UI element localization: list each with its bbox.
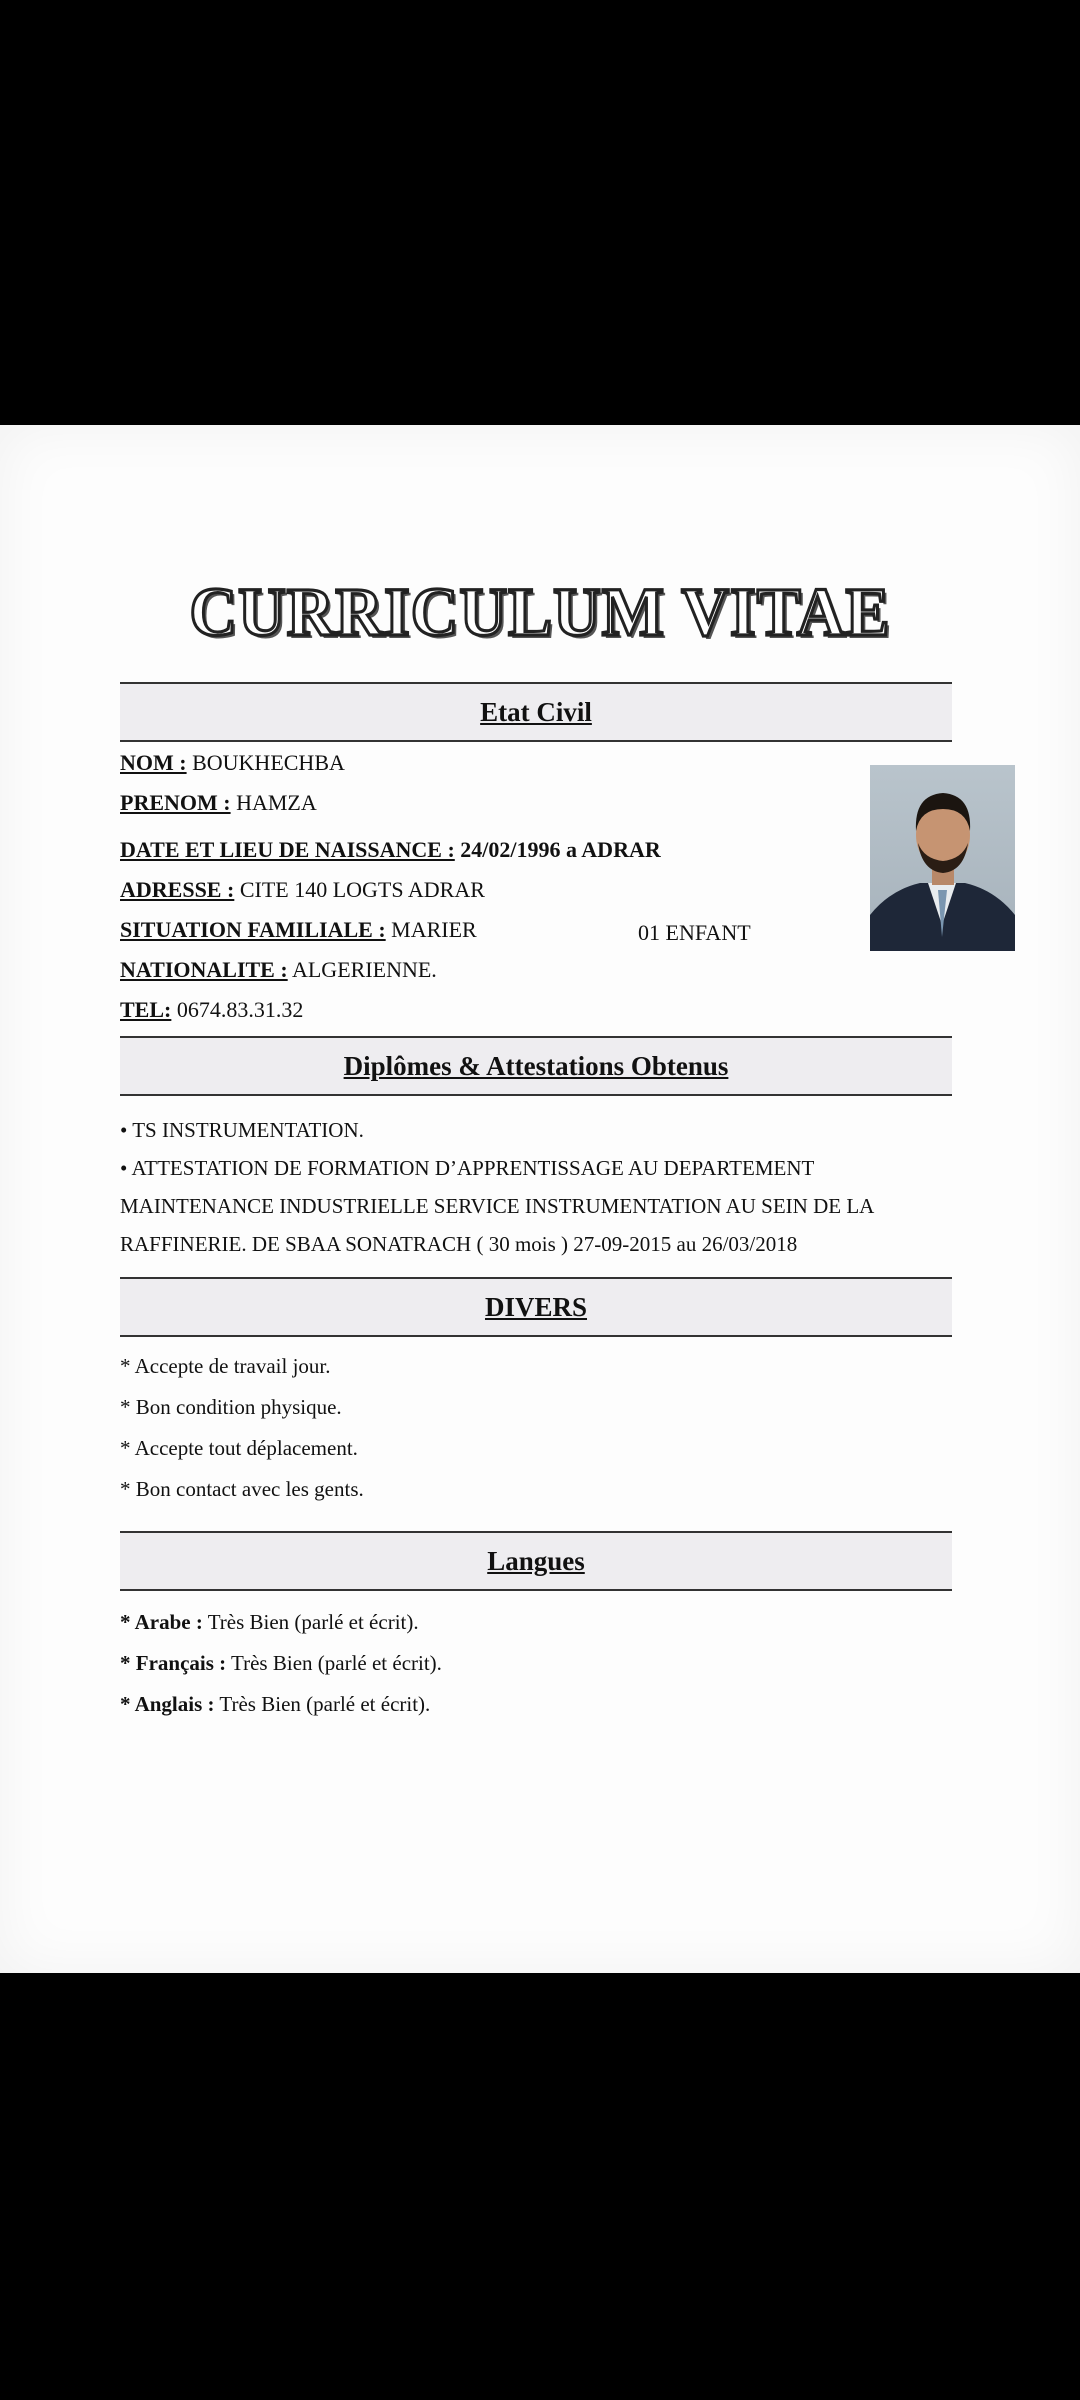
nom-line	[120, 750, 345, 776]
naissance-line	[120, 837, 661, 863]
section-divers-title: DIVERS	[484, 1291, 588, 1322]
prenom-line	[120, 790, 317, 816]
langue-arabe-name: * Arabe :	[120, 1610, 203, 1634]
langue-francais-name: * Français :	[120, 1651, 227, 1675]
langue-francais	[120, 1651, 442, 1676]
divers-item-4: * Bon contact avec les gents.	[120, 1477, 364, 1501]
prenom-label: PRENOM :	[120, 790, 231, 815]
section-langues-title: Langues	[487, 1545, 585, 1576]
cv-title: CURRICULUM VITAE	[189, 574, 891, 651]
situation-line	[120, 917, 477, 943]
section-etat-civil	[120, 682, 952, 742]
tel-line	[120, 997, 303, 1023]
cv-paper	[0, 425, 1080, 1973]
langue-arabe	[120, 1610, 419, 1635]
tel-label: TEL:	[120, 997, 172, 1022]
nationalite-value: ALGERIENNE.	[287, 957, 437, 982]
tel-value: 0674.83.31.32	[171, 997, 304, 1022]
prenom-value: HAMZA	[230, 790, 317, 815]
divers-item-2: * Bon condition physique.	[120, 1395, 342, 1419]
diplome-line-1: • TS INSTRUMENTATION.	[120, 1118, 364, 1142]
section-etat-civil-title: Etat Civil	[480, 696, 592, 727]
divers-item-1: * Accepte de travail jour.	[120, 1354, 331, 1378]
langue-anglais-level: Très Bien (parlé et écrit).	[214, 1692, 431, 1716]
section-divers	[120, 1277, 952, 1337]
person-portrait-icon	[870, 765, 1015, 951]
section-diplomes-title: Diplômes & Attestations Obtenus	[343, 1050, 729, 1081]
section-langues	[120, 1531, 952, 1591]
nationalite-label: NATIONALITE :	[120, 957, 288, 982]
nom-value: BOUKHECHBA	[186, 750, 345, 775]
langue-arabe-level: Très Bien (parlé et écrit).	[202, 1610, 419, 1634]
situation-label: SITUATION FAMILIALE :	[120, 917, 386, 942]
situation-value: MARIER	[385, 917, 477, 942]
langue-anglais	[120, 1692, 430, 1717]
diplome-line-2: • ATTESTATION DE FORMATION D’APPRENTISSAGE AU DEPARTEMENT	[120, 1156, 815, 1180]
diplome-line-3: MAINTENANCE INDUSTRIELLE SERVICE INSTRUMENTATION AU SEIN DE LA	[120, 1194, 875, 1218]
adresse-label: ADRESSE :	[120, 877, 235, 902]
divers-item-3: * Accepte tout déplacement.	[120, 1436, 358, 1460]
naissance-value: 24/02/1996 a ADRAR	[454, 837, 661, 862]
langue-anglais-name: * Anglais :	[120, 1692, 215, 1716]
diplome-line-4: RAFFINERIE. DE SBAA SONATRACH ( 30 mois ) 27-09-2015 au 26/03/2018	[120, 1232, 798, 1256]
naissance-label: DATE ET LIEU DE NAISSANCE :	[120, 837, 455, 862]
enfants-value: 01 ENFANT	[638, 920, 751, 945]
langue-francais-level: Très Bien (parlé et écrit).	[226, 1651, 442, 1675]
adresse-value: CITE 140 LOGTS ADRAR	[234, 877, 485, 902]
section-diplomes	[120, 1036, 952, 1096]
nom-label: NOM :	[120, 750, 187, 775]
nationalite-line	[120, 957, 437, 983]
profile-photo	[870, 765, 1015, 951]
adresse-line	[120, 877, 485, 903]
